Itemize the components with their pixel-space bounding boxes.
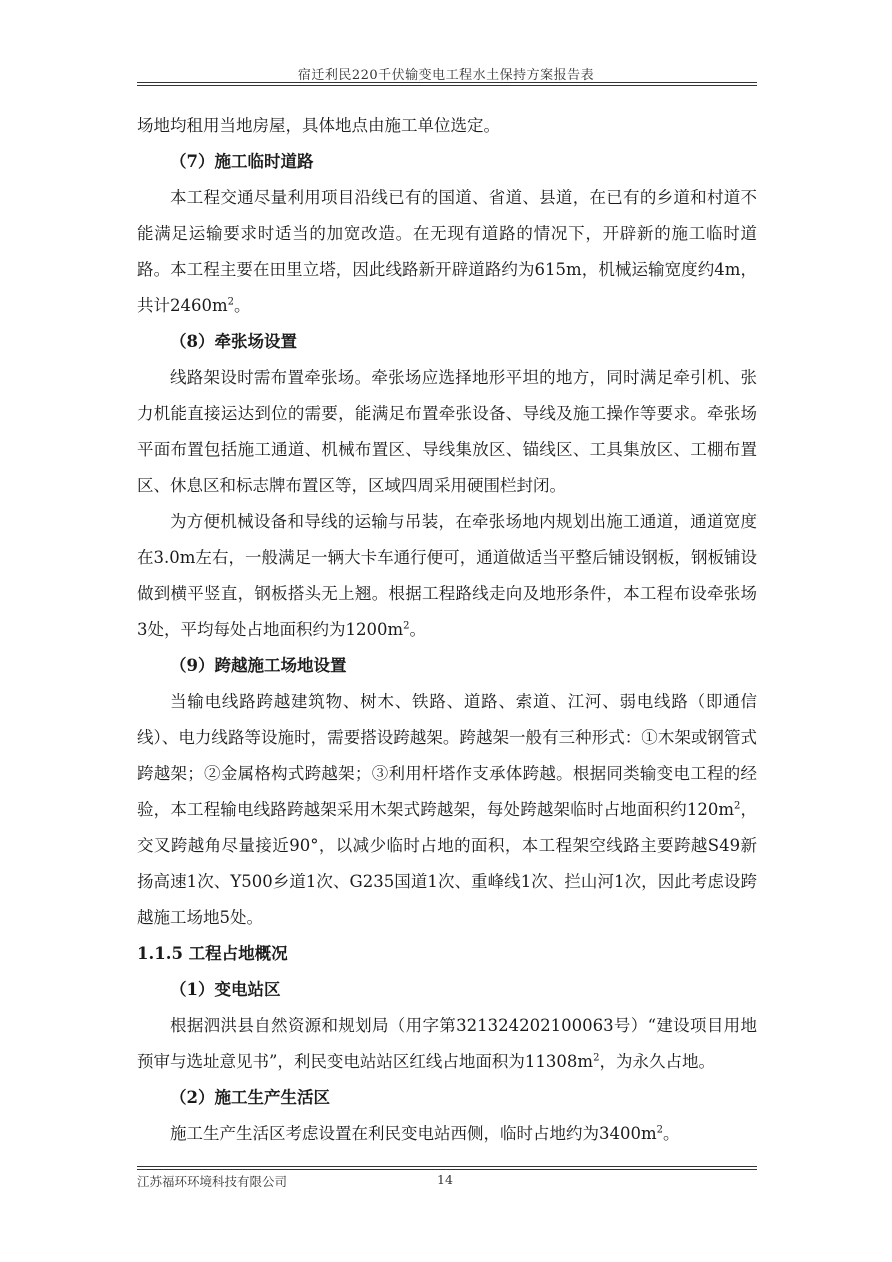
paragraph-text: 本工程交通尽量利用项目沿线已有的国道、省道、县道，在已有的乡道和村道不能满足运输要求时适当的加宽改造。在无现有道路的情况下，开辟新的施工临时道路。本工程主要在田里立塔，因此线路新开辟道路约为615m，机械运输宽度约4m，共计2460m bbox=[137, 188, 757, 315]
paragraph-construction-living-area bbox=[137, 1116, 757, 1152]
superscript: 2 bbox=[593, 1052, 600, 1064]
running-header-title: 宿迁利民220千伏输变电工程水土保持方案报告表 bbox=[297, 68, 595, 83]
subheading-temporary-roads: （7）施工临时道路 bbox=[170, 152, 314, 171]
paragraph-text-end: 。 bbox=[409, 620, 427, 639]
footer-divider bbox=[137, 1166, 757, 1170]
paragraph-crossing-site bbox=[137, 684, 757, 936]
paragraph-text-end: ，交叉跨越角尽量接近90°，以减少临时占地的面积，本工程架空线路主要跨越S49新扬高速1次、Y500乡道1次、G235国道1次、重峰线1次、拦山河1次，因此考虑设跨越施工场地5处。 bbox=[137, 800, 758, 927]
subheading-construction-living-area: （2）施工生产生活区 bbox=[170, 1088, 330, 1107]
superscript: 2 bbox=[656, 1124, 664, 1136]
paragraph-text-end: 。 bbox=[663, 1124, 680, 1143]
page-number: 14 bbox=[437, 1172, 453, 1187]
superscript: 2 bbox=[227, 296, 235, 308]
subheading-substation-area: （1）变电站区 bbox=[170, 980, 281, 999]
paragraph-tension-site-access bbox=[137, 504, 757, 648]
subheading-tension-site: （8）牵张场设置 bbox=[170, 332, 297, 351]
paragraph-text: 施工生产生活区考虑设置在利民变电站西侧，临时占地约为3400m bbox=[170, 1124, 657, 1143]
paragraph-text-end: ，为永久占地。 bbox=[599, 1052, 715, 1071]
footer-company-name: 江苏福环环境科技有限公司 bbox=[137, 1174, 288, 1189]
superscript: 2 bbox=[733, 800, 741, 812]
page-body bbox=[137, 108, 757, 1152]
paragraph-text: 当输电线路跨越建筑物、树木、铁路、道路、索道、江河、弱电线路（即通信线）、电力线路等设施时，需要搭设跨越架。跨越架一般有三种形式：①木架或钢管式跨越架；②金属格构式跨越架；③利用杆塔作支承体跨越。根据同类输变电工程的经验，本工程输电线路跨越架采用木架式跨越架，每处跨越架临时占地面积约120m bbox=[137, 692, 757, 819]
paragraph-continuation: 场地均租用当地房屋，具体地点由施工单位选定。 bbox=[137, 116, 500, 135]
header-divider bbox=[137, 82, 757, 86]
subheading-crossing-site: （9）跨越施工场地设置 bbox=[170, 656, 347, 675]
paragraph-temporary-roads bbox=[137, 180, 757, 324]
paragraph-text: 为方便机械设备和导线的运输与吊装，在牵张场地内规划出施工通道，通道宽度在3.0m左右，一般满足一辆大卡车通行便可，通道做适当平整后铺设钢板，钢板铺设做到横平竖直，钢板搭头无上翘。根据工程路线走向及地形条件，本工程布设牵张场3处，平均每处占地面积约为1200m bbox=[137, 512, 757, 639]
paragraph-tension-site-layout: 线路架设时需布置牵张场。牵张场应选择地形平坦的地方，同时满足牵引机、张力机能直接运达到位的需要，能满足布置牵张设备、导线及施工操作等要求。牵张场平面布置包括施工通道、机械布置区、导线集放区、锚线区、工具集放区、工棚布置区、休息区和标志牌布置区等，区域四周采用硬围栏封闭。 bbox=[137, 368, 757, 495]
paragraph-text-end: 。 bbox=[234, 296, 251, 315]
section-heading-land-occupation: 1.1.5 工程占地概况 bbox=[137, 944, 288, 963]
paragraph-substation-area bbox=[137, 1008, 757, 1080]
paragraph-text: 根据泗洪县自然资源和规划局（用字第321324202100063号）“建设项目用地预审与选址意见书”，利民变电站站区红线占地面积为11308m bbox=[137, 1016, 757, 1071]
superscript: 2 bbox=[403, 620, 410, 632]
